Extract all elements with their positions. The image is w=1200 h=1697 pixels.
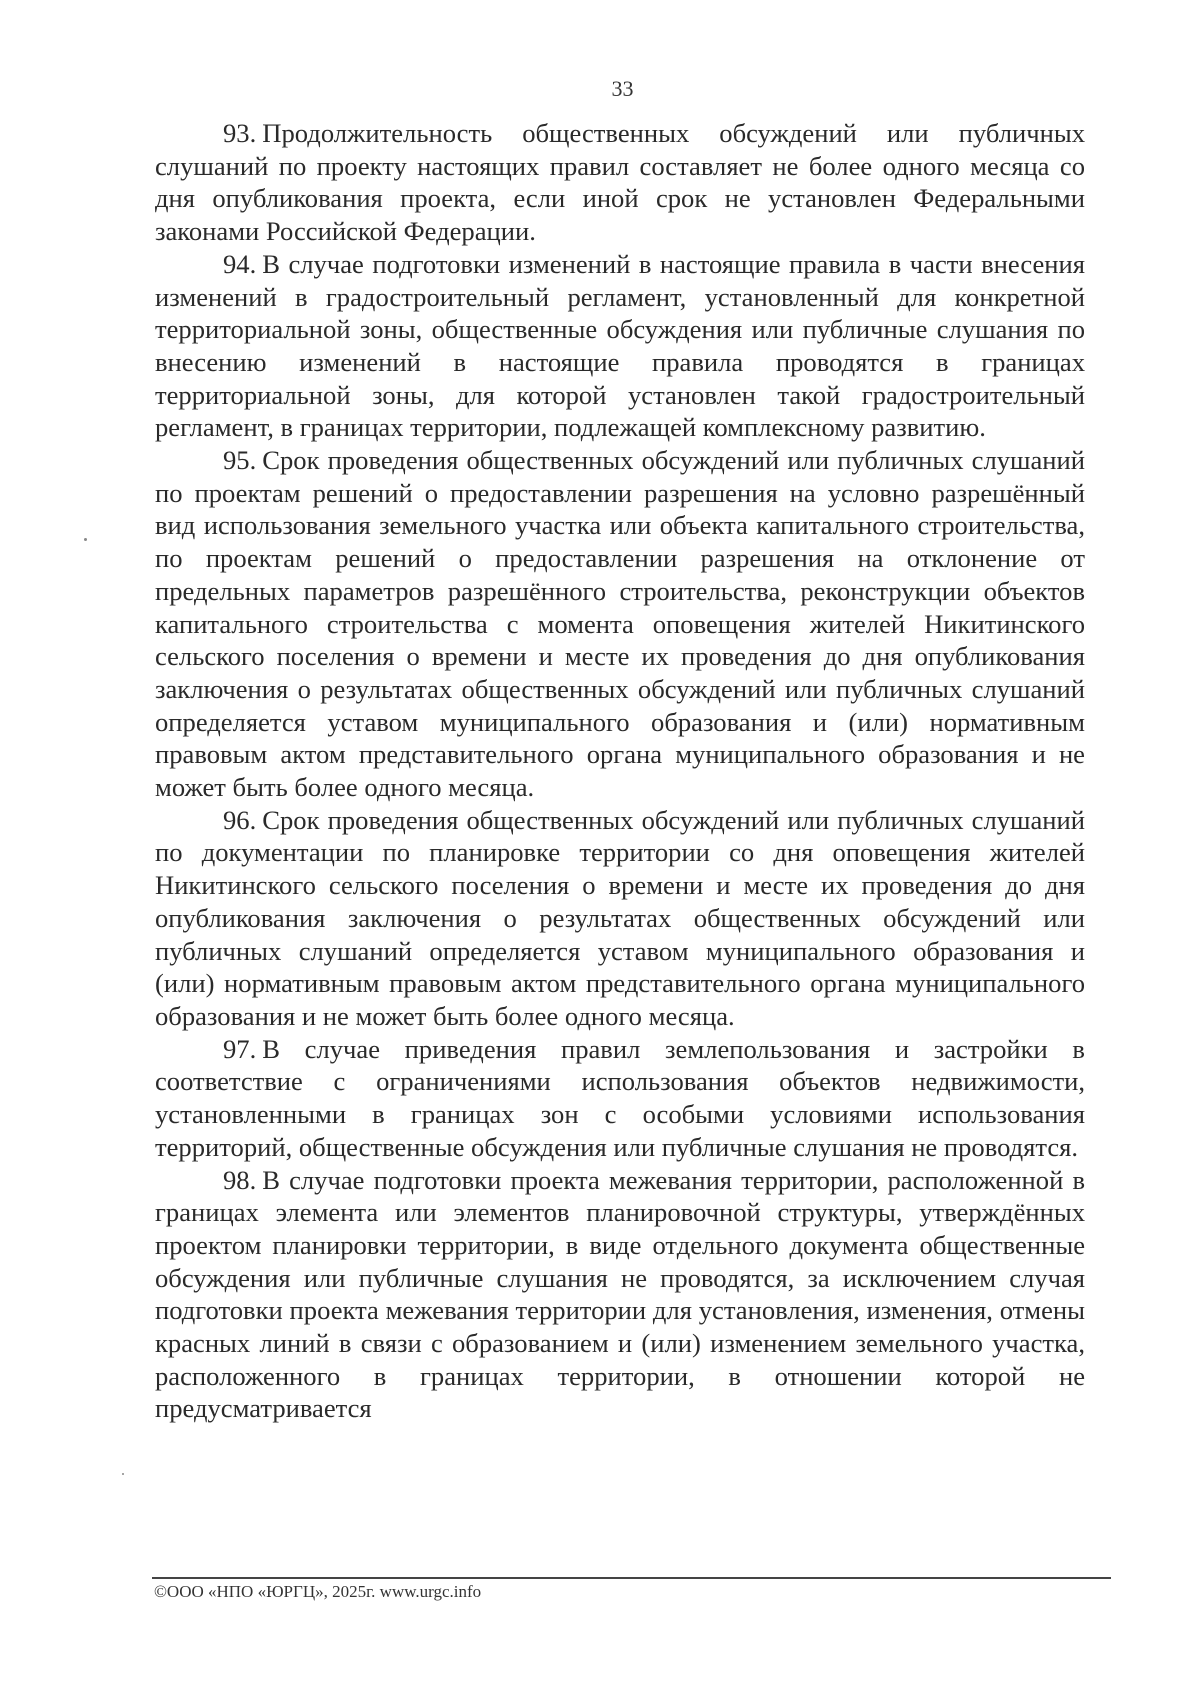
paragraph-number: 93.	[223, 118, 257, 148]
paragraph-number: 96.	[223, 804, 257, 835]
paragraph-text: В случае подготовки проекта межевания территории, расположенной в границах элемента или элементов планировочной структуры, утверждённых проектом планировки территории, в виде отдельного документа общественные обсуждения или публичные слушания не проводятся, за исключением случая подготовки проекта межевания территории для установления, изменения, отмены красных линий в связи с образованием и (или) изменением земельного участка, расположенного в границах территории, в отношении которой не предусматривается	[155, 1164, 1085, 1424]
paragraph-98	[155, 1164, 1085, 1426]
paragraph-text: Срок проведения общественных обсуждений или публичных слушаний по проектам решений о предоставлении разрешения на условно разрешённый вид использования земельного участка или объекта капитального строительства, по проектам решений о предоставлении разрешения на отклонение от предельных параметров разрешённого строительства, реконструкции объектов капитального строительства с момента оповещения жителей Никитинского сельского поселения о времени и месте их проведения до дня опубликования заключения о результатах общественных обсуждений или публичных слушаний определяется уставом муниципального образования и (или) нормативным правовым актом представительного органа муниципального образования и не может быть более одного месяца.	[155, 445, 1085, 803]
paragraph-93	[155, 117, 1085, 248]
paragraph-number: 94.	[223, 248, 257, 279]
paragraph-text: Срок проведения общественных обсуждений или публичных слушаний по документации по планировке территории со дня оповещения жителей Никитинского сельского поселения о времени и месте их проведения до дня опубликования заключения о результатах общественных обсуждений или публичных слушаний определяется уставом муниципального образования и (или) нормативным правовым актом представительного органа муниципального образования и не может быть более одного месяца.	[155, 804, 1085, 1031]
paragraph-number: 95.	[223, 445, 257, 476]
document-body	[155, 117, 1085, 1425]
page-number: 33	[611, 76, 634, 101]
paragraph-text: Продолжительность общественных обсуждений или публичных слушаний по проекту настоящих правил составляет не более одного месяца со дня опубликования проекта, если иной срок не установлен Федеральными законами Российской Федерации.	[155, 118, 1085, 247]
paragraph-number: 97.	[223, 1033, 257, 1064]
footer-copyright: ©ООО «НПО «ЮРГЦ», 2025г. www.urgc.info	[154, 1582, 482, 1601]
scan-dot-mark	[84, 538, 87, 541]
paragraph-text: В случае подготовки изменений в настоящие правила в части внесения изменений в градостроительный регламент, установленный для конкретной территориальной зоны, общественные обсуждения или публичные слушания по внесению изменений в настоящие правила проводятся в границах территориальной зоны, для которой установлен такой градостроительный регламент, в границах территории, подлежащей комплексному развитию.	[155, 248, 1085, 443]
paragraph-text: В случае приведения правил землепользования и застройки в соответствие с ограничениями использования объектов недвижимости, установленными в границах зон с особыми условиями использования территорий, общественные обсуждения или публичные слушания не проводятся.	[155, 1033, 1085, 1162]
paragraph-96	[155, 804, 1085, 1033]
paragraph-number: 98.	[223, 1164, 257, 1195]
paragraph-97	[155, 1033, 1085, 1164]
paragraph-95	[155, 444, 1085, 804]
footer-divider	[152, 1577, 1111, 1579]
scan-dot-mark	[122, 1473, 124, 1475]
paragraph-94	[155, 248, 1085, 444]
